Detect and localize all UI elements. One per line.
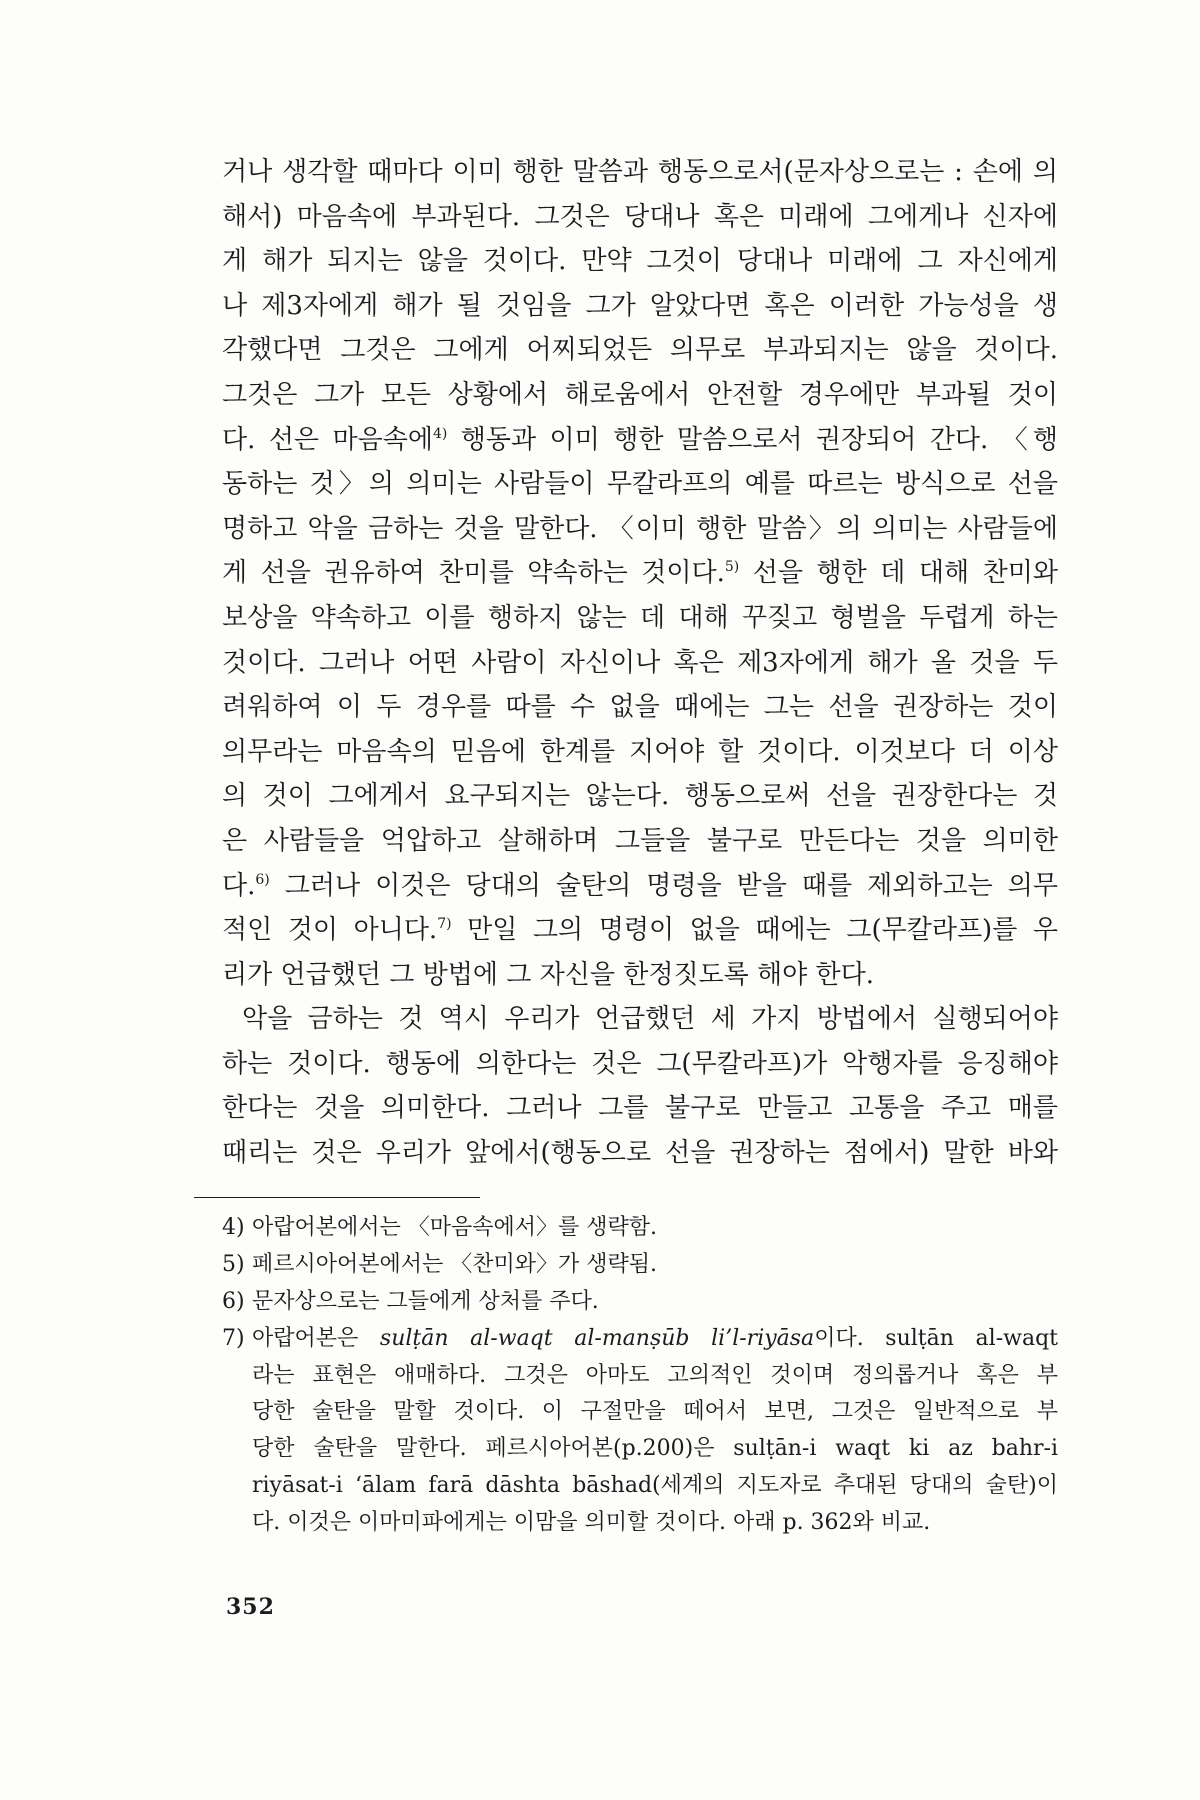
text-line bbox=[222, 908, 1058, 953]
main-text bbox=[222, 150, 1058, 1176]
footnote-ref: 5) bbox=[724, 559, 740, 576]
text-segment: 다. bbox=[222, 870, 256, 901]
footnote-7-line: riyāsat-i ‘ālam farā dāshta bāshad(세계의 지도자로 추대된 당대의 술탄)이 bbox=[252, 1473, 1058, 1499]
text-line: 은 사람들을 억압하고 살해하며 그들을 불구로 만든다는 것을 의미한 bbox=[222, 825, 1058, 856]
text-line: 려워하여 이 두 경우를 따를 수 없을 때에는 그는 선을 권장하는 것이 bbox=[222, 692, 1058, 723]
text-line: 나 제3자에게 해가 될 것임을 그가 알았다면 혹은 이러한 가능성을 생 bbox=[222, 290, 1058, 321]
footnote-7-line: 다. 이것은 이마미파에게는 이맘을 의미할 것이다. 아래 p. 362와 비교. bbox=[252, 1510, 931, 1536]
text-line: 보상을 약속하고 이를 행하지 않는 데 대해 꾸짖고 형벌을 두렵게 하는 bbox=[222, 602, 1058, 633]
text-line: 동하는 것〉의 의미는 사람들이 무칼라프의 예를 따르는 방식으로 선을 bbox=[222, 469, 1058, 500]
text-segment: 그러나 이것은 당대의 술탄의 명령을 받을 때를 제외하고는 의무 bbox=[284, 870, 1058, 901]
text-line: 의 것이 그에게서 요구되지는 않는다. 행동으로써 선을 권장한다는 것 bbox=[222, 781, 1058, 812]
footnote-7 bbox=[222, 1321, 1058, 1358]
text-line: 리가 언급했던 그 방법에 그 자신을 한정짓도록 해야 한다. bbox=[222, 959, 875, 990]
transliteration: sulṭān al-waqt al-manṣūb li’l-riyāsa bbox=[379, 1325, 815, 1351]
page-number: 352 bbox=[226, 1594, 275, 1620]
footnote-7-line: 당한 술탄을 말한다. 페르시아어본(p.200)은 sulṭān-i waqt ki az bahr-i bbox=[252, 1436, 1058, 1462]
text-line: 그것은 그가 모든 상황에서 해로움에서 안전할 경우에만 부과될 것이 bbox=[222, 379, 1058, 410]
text-line bbox=[222, 418, 1058, 463]
footnote-text: 아랍어본은 bbox=[252, 1325, 359, 1351]
footnotes bbox=[222, 1210, 1058, 1542]
footnote-text: 페르시아어본에서는 〈찬미와〉가 생략됨. bbox=[252, 1251, 658, 1277]
footnote-number: 5) bbox=[222, 1251, 245, 1277]
text-line: 해서) 마음속에 부과된다. 그것은 당대나 혹은 미래에 그에게나 신자에 bbox=[222, 201, 1058, 232]
text-line: 악을 금하는 것 역시 우리가 언급했던 세 가지 방법에서 실행되어야 bbox=[242, 1004, 1058, 1035]
text-line: 하는 것이다. 행동에 의한다는 것은 그(무칼라프)가 악행자를 응징해야 bbox=[222, 1048, 1058, 1079]
text-segment: 만일 그의 명령이 없을 때에는 그(무칼라프)를 우 bbox=[467, 915, 1058, 946]
text-segment: 다. 선은 마음속에 bbox=[222, 424, 433, 455]
text-line bbox=[222, 551, 1058, 596]
text-line: 거나 생각할 때마다 이미 행한 말씀과 행동으로서(문자상으로는 : 손에 의 bbox=[222, 157, 1058, 187]
text-segment: 적인 것이 아니다. bbox=[222, 915, 438, 946]
text-segment: 선을 행한 데 대해 찬미와 bbox=[752, 558, 1058, 589]
text-line: 때리는 것은 우리가 앞에서(행동으로 선을 권장하는 점에서) 말한 바와 bbox=[222, 1138, 1058, 1169]
text-line: 명하고 악을 금하는 것을 말한다. 〈이미 행한 말씀〉의 의미는 사람들에 bbox=[222, 513, 1058, 544]
footnote-number: 6) bbox=[222, 1288, 245, 1314]
footnote-ref: 7) bbox=[437, 916, 452, 933]
text-segment: 게 선을 권유하여 찬미를 약속하는 것이다. bbox=[222, 558, 725, 589]
text-line bbox=[222, 864, 1058, 909]
text-line: 게 해가 되지는 않을 것이다. 만약 그것이 당대나 미래에 그 자신에게 bbox=[222, 246, 1058, 277]
text-line: 것이다. 그러나 어떤 사람이 자신이나 혹은 제3자에게 해가 올 것을 두 bbox=[222, 647, 1058, 678]
footnote-4 bbox=[222, 1210, 1058, 1247]
footnote-ref: 4) bbox=[432, 425, 448, 442]
footnote-text: 이다. sulṭān al-waqt bbox=[814, 1325, 1058, 1351]
footnote-number: 7) bbox=[222, 1325, 245, 1351]
footnote-7-line: 당한 술탄을 말할 것이다. 이 구절만을 떼어서 보면, 그것은 일반적으로 부 bbox=[252, 1399, 1058, 1425]
text-line: 각했다면 그것은 그에게 어찌되었든 의무로 부과되지는 않을 것이다. bbox=[222, 335, 1058, 366]
text-segment: 행동과 이미 행한 말씀으로서 권장되어 간다. 〈행 bbox=[460, 424, 1058, 455]
footnote-7-line: 라는 표현은 애매하다. 그것은 아마도 고의적인 것이며 정의롭거나 혹은 부 bbox=[252, 1362, 1058, 1388]
footnote-text: 아랍어본에서는 〈마음속에서〉를 생략함. bbox=[252, 1215, 658, 1240]
text-line: 의무라는 마음속의 믿음에 한계를 지어야 할 것이다. 이것보다 더 이상 bbox=[222, 736, 1058, 767]
footnote-divider bbox=[194, 1197, 480, 1198]
footnote-text: 문자상으로는 그들에게 상처를 주다. bbox=[252, 1288, 599, 1314]
footnote-6 bbox=[222, 1284, 1058, 1321]
footnote-ref: 6) bbox=[255, 871, 270, 888]
footnote-5 bbox=[222, 1247, 1058, 1284]
footnote-number: 4) bbox=[222, 1215, 245, 1240]
text-line: 한다는 것을 의미한다. 그러나 그를 불구로 만들고 고통을 주고 매를 bbox=[222, 1093, 1058, 1124]
